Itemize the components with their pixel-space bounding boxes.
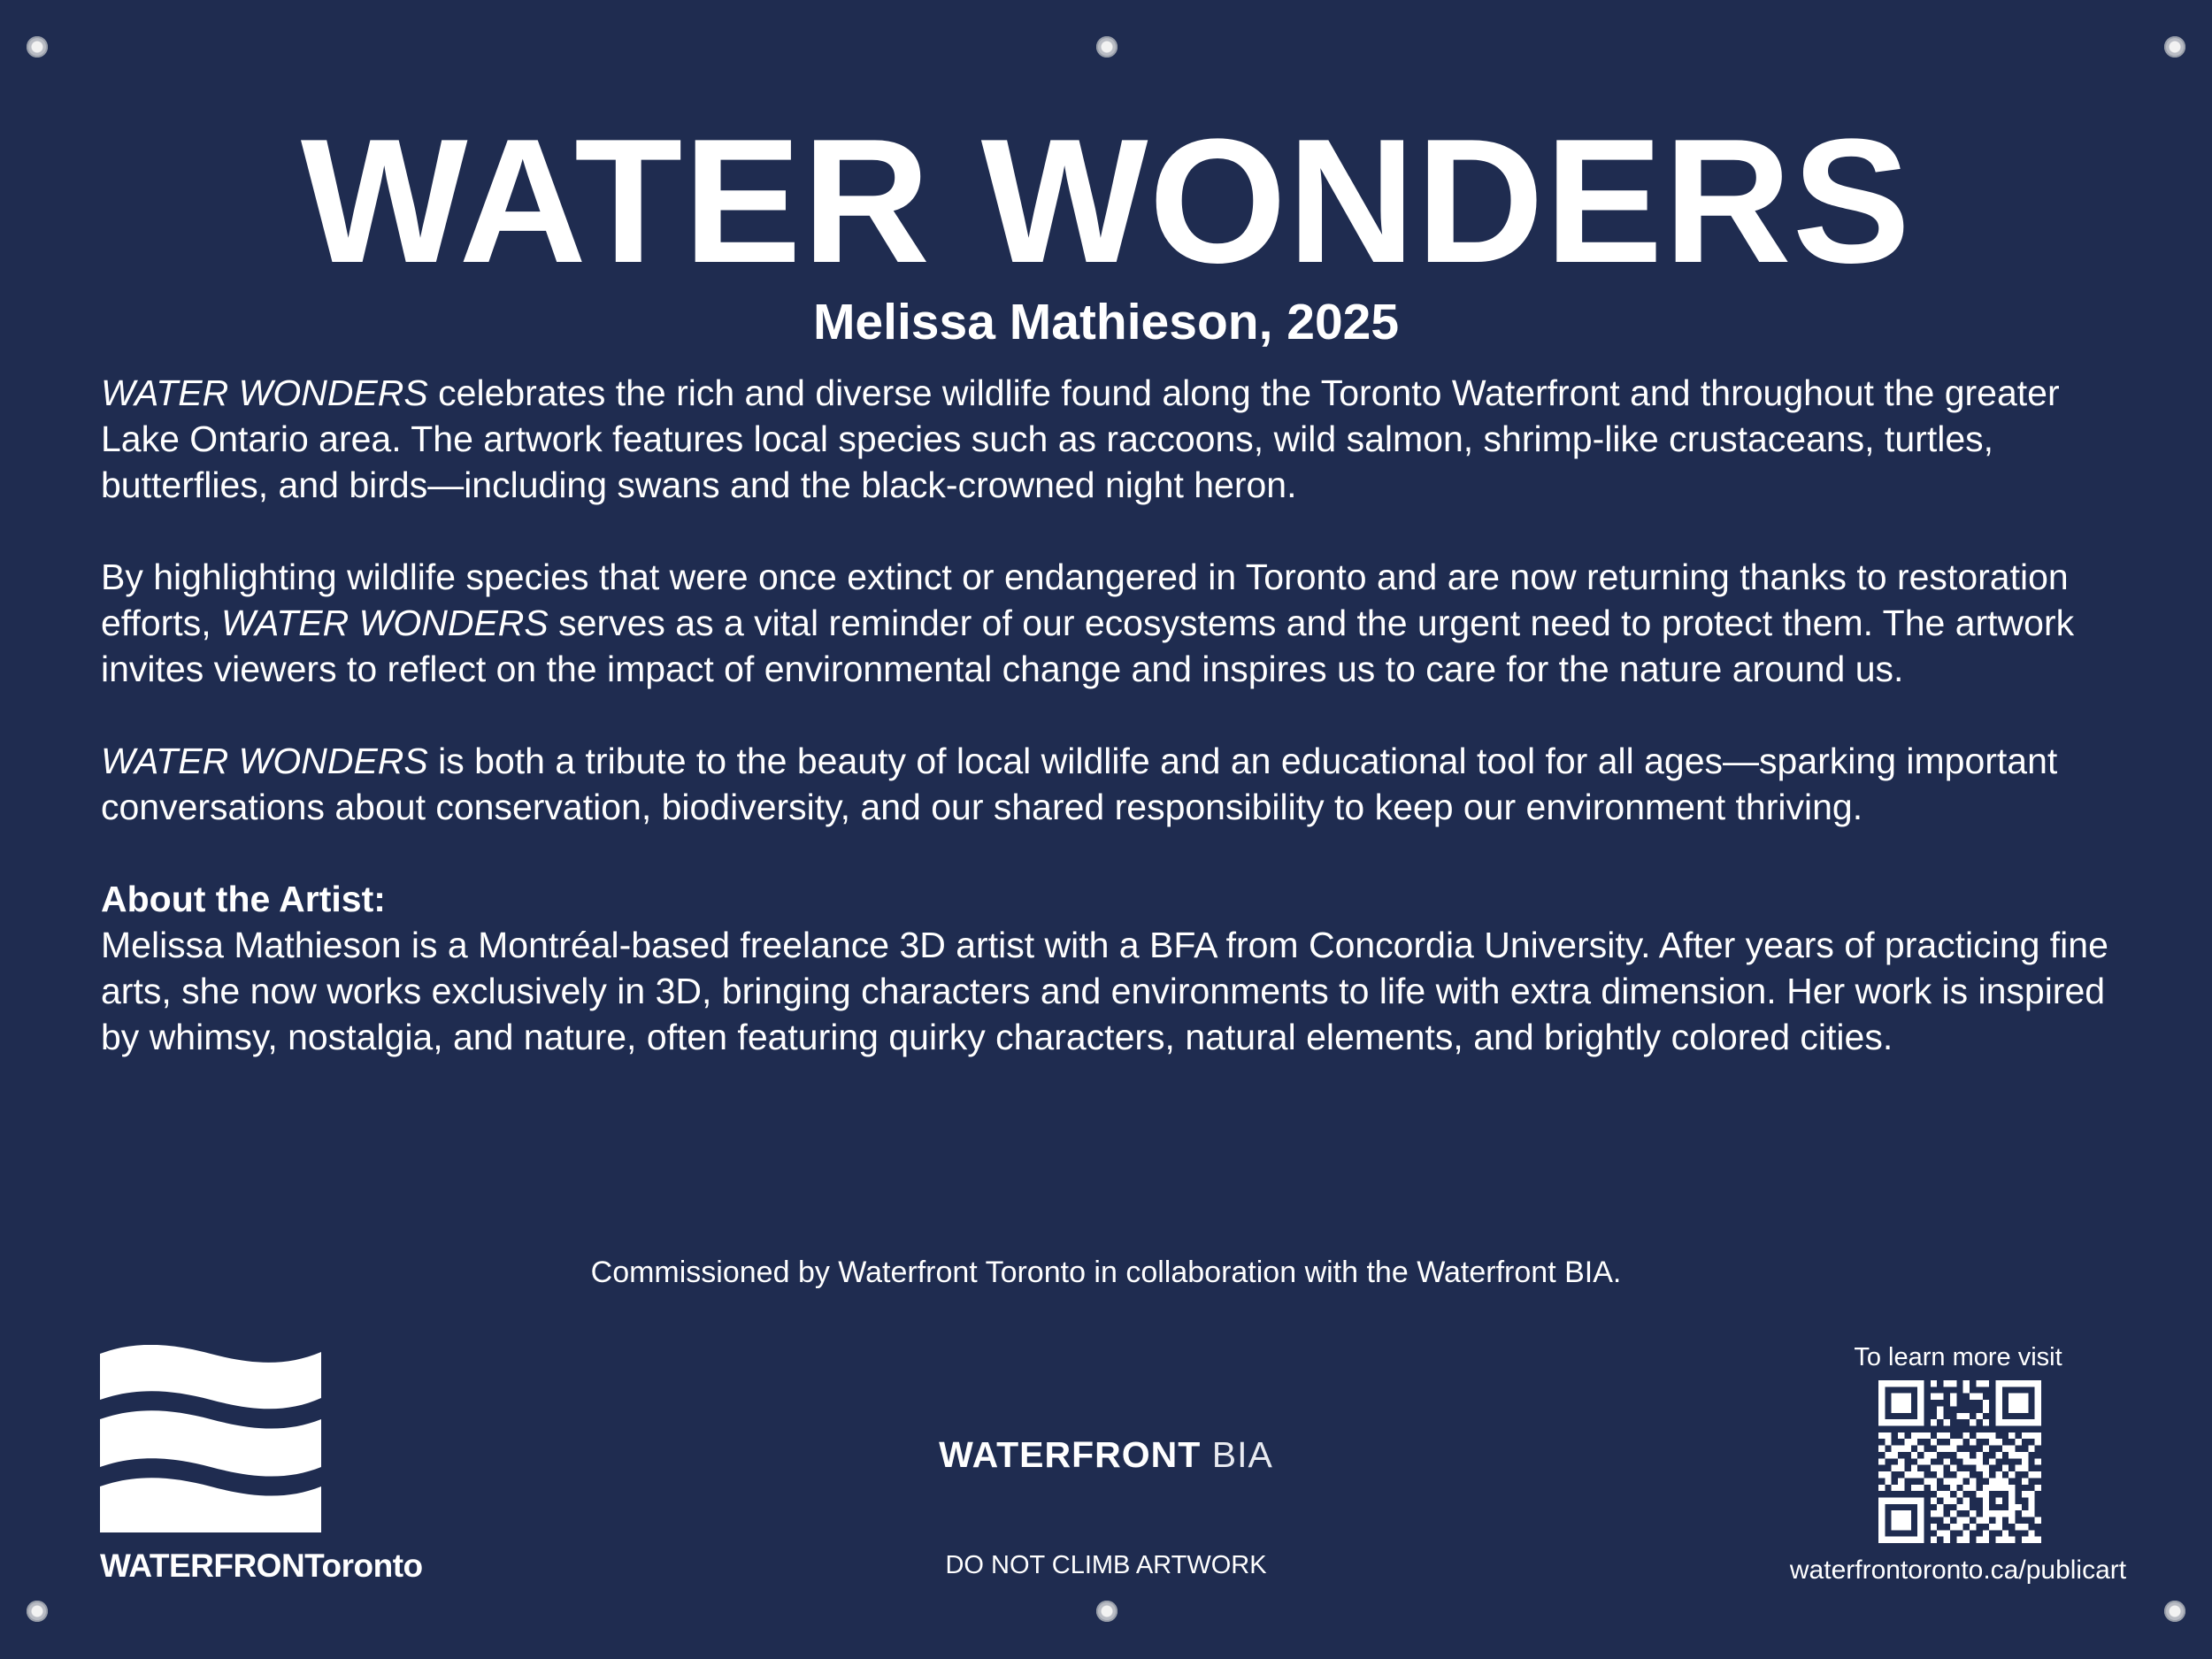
grommet-bottom-right [2164,1601,2185,1622]
grommet-bottom-center [1096,1601,1118,1622]
artwork-title-italic: WATER WONDERS [101,741,428,781]
grommet-top-center [1096,36,1118,58]
artwork-title-italic: WATER WONDERS [220,603,549,643]
artwork-title-italic: WATER WONDERS [101,373,428,413]
paragraph-intro [101,370,2127,508]
grommet-bottom-left [27,1601,48,1622]
commission-credit: Commissioned by Waterfront Toronto in collaboration with the Waterfront BIA. [590,1256,1622,1289]
paragraph-tribute [101,738,2127,830]
paragraph-restoration-text-after: serves as a vital reminder of our ecosystems and the urgent need to protect them. The artwork invites viewers to reflect on the impact of environmental change and inspires us to care for the nature around us. [101,603,2075,689]
do-not-climb-notice: DO NOT CLIMB ARTWORK [945,1551,1267,1579]
waterfront-toronto-wordmark: WATERFRONToronto [100,1548,423,1584]
learn-more-label: To learn more visit [1854,1343,2062,1371]
qr-code-icon [1878,1380,2041,1543]
about-artist-heading: About the Artist: [101,879,386,919]
paragraph-restoration-text-before: By highlighting wildlife species that were once extinct or endangered in Toronto and are now returning thanks to restoration efforts, [101,557,2069,643]
public-art-url[interactable]: waterfrontoronto.ca/publicart [1789,1555,2127,1585]
bia-wordmark-light: BIA [1211,1434,1273,1475]
paragraph-tribute-text: is both a tribute to the beauty of local wildlife and an educational tool for all ages—sparking important conversations about conservation, biodiversity, and our shared responsibility to keep our environment thriving. [101,741,2058,827]
grommet-top-right [2164,36,2185,58]
description-body [101,370,2127,1106]
grommet-top-left [27,36,48,58]
paragraph-intro-text: celebrates the rich and diverse wildlife found along the Toronto Waterfront and throughout the greater Lake Ontario area. The artwork features local species such as raccoons, wild salmon, shrimp-like crustaceans, turtles, butterflies, and birds—including swans and the black-crowned night heron. [101,373,2060,505]
about-artist-text: Melissa Mathieson is a Montréal-based freelance 3D artist with a BFA from Concordia University. After years of practicing fine arts, she now works exclusively in 3D, bringing characters and environments to life with extra dimension. Her work is inspired by whimsy, nostalgia, and nature, often featuring quirky characters, natural elements, and brightly colored cities. [101,925,2108,1057]
paragraph-restoration [101,554,2127,692]
page-title: WATER WONDERS [300,103,1912,300]
about-artist [101,876,2127,1060]
bia-wordmark-bold: WATERFRONT [939,1434,1202,1475]
artist-credit: Melissa Mathieson, 2025 [812,294,1400,350]
